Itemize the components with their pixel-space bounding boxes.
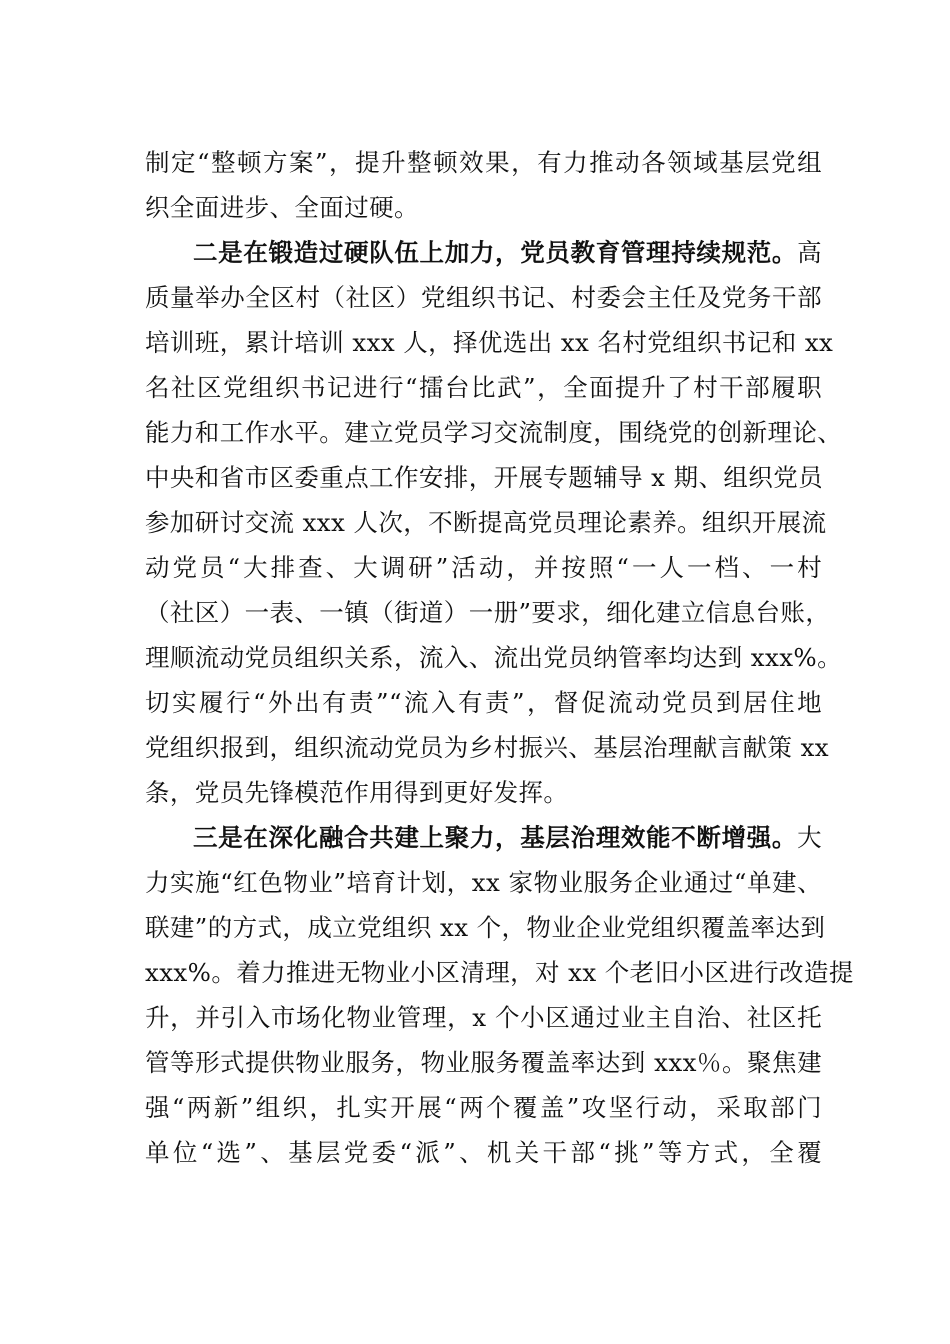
paragraph-2-lead: 二是在锻造过硬队伍上加力，党员教育管理持续规范。 xyxy=(193,238,798,267)
paragraph-3-line: 力实施“红色物业”培育计划，xx 家物业服务企业通过“单建、 xyxy=(145,868,822,897)
paragraph-3-line: 联建”的方式，成立党组织 xx 个，物业企业党组织覆盖率达到 xyxy=(145,913,826,942)
paragraph-3-line: xxx%。着力推进无物业小区清理，对 xx 个老旧小区进行改造提 xyxy=(145,958,854,987)
paragraph-3-line-1 xyxy=(193,823,822,853)
paragraph-2-line-1-rest: 高 xyxy=(797,238,822,267)
paragraph-2-line: 动党员“大排查、大调研”活动，并按照“一人一档、一村 xyxy=(145,553,822,582)
paragraph-2-line: 质量举办全区村（社区）党组织书记、村委会主任及党务干部 xyxy=(145,283,822,312)
paragraph-3-line: 单位“选”、基层党委“派”、机关干部“挑”等方式，全覆 xyxy=(145,1138,822,1167)
paragraph-2-line: 理顺流动党员组织关系，流入、流出党员纳管率均达到 xxx%。 xyxy=(145,643,843,672)
paragraph-1-line-2: 织全面进步、全面过硬。 xyxy=(145,193,419,222)
paragraph-3-line: 强“两新”组织，扎实开展“两个覆盖”攻坚行动，采取部门 xyxy=(145,1093,822,1122)
paragraph-2-line: 培训班，累计培训 xxx 人，择优选出 xx 名村党组织书记和 xx xyxy=(145,328,834,357)
paragraph-2-line: （社区）一表、一镇（街道）一册”要求，细化建立信息台账， xyxy=(145,598,831,627)
paragraph-2-line: 条，党员先锋模范作用得到更好发挥。 xyxy=(145,778,569,807)
paragraph-2-line: 能力和工作水平。建立党员学习交流制度，围绕党的创新理论、 xyxy=(145,418,843,447)
paragraph-2-line: 名社区党组织书记进行“擂台比武”，全面提升了村干部履职 xyxy=(145,373,822,402)
paragraph-3-line: 管等形式提供物业服务，物业服务覆盖率达到 xxx％。聚焦建 xyxy=(145,1048,822,1077)
paragraph-1-line-1: 制定“整顿方案”，提升整顿效果，有力推动各领域基层党组 xyxy=(145,148,822,177)
paragraph-2-line: 切实履行“外出有责”“流入有责”，督促流动党员到居住地 xyxy=(145,688,822,717)
paragraph-2-line: 中央和省市区委重点工作安排，开展专题辅导 x 期、组织党员 xyxy=(145,463,823,492)
paragraph-2-line-1 xyxy=(193,238,822,268)
paragraph-3-line-1-rest: 大 xyxy=(797,823,822,852)
paragraph-3-lead: 三是在深化融合共建上聚力，基层治理效能不断增强。 xyxy=(193,823,798,852)
paragraph-2-line: 参加研讨交流 xxx 人次，不断提高党员理论素养。组织开展流 xyxy=(145,508,827,537)
paragraph-3-line: 升，并引入市场化物业管理，x 个小区通过业主自治、社区托 xyxy=(145,1003,822,1032)
paragraph-2-line: 党组织报到，组织流动党员为乡村振兴、基层治理献言献策 xx xyxy=(145,733,830,762)
